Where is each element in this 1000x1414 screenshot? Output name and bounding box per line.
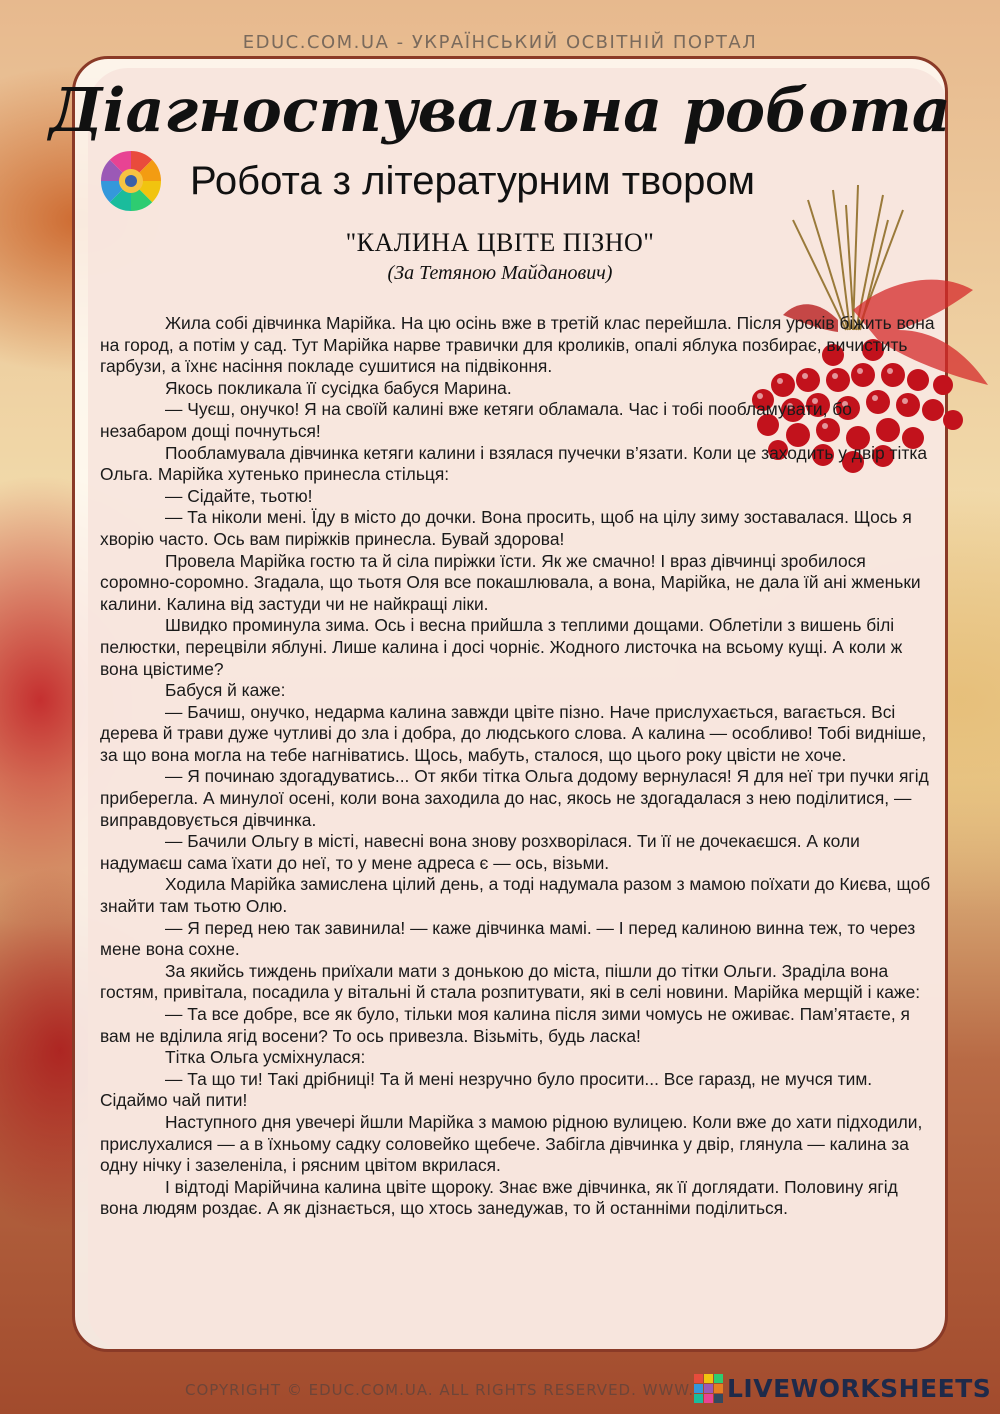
site-header-line: EDUC.COM.UA - УКРАЇНСЬКИЙ ОСВІТНІЙ ПОРТАЛ [242, 32, 758, 53]
story-paragraph: І відтоді Марійчина калина цвіте щороку. Знає вже дівчинка, як її доглядати. Половину ягід вона людям роздає. А як дізнається, що хтось занедужав, то й останніми поділиться. [100, 1176, 898, 1219]
story-paragraph: Бабуся й каже: [165, 680, 286, 701]
story-paragraph: Ходила Марійка замислена цілий день, а тоді надумала разом з мамою поїхати до Києва, щоб знайти там тьотю Олю. [100, 874, 931, 917]
story-paragraph: — Я перед нею так завинила! — каже дівчинка мамі. — І перед калиною винна теж, то через мене вона сохне. [100, 917, 916, 960]
liveworksheets-logo[interactable] [694, 1374, 991, 1403]
copyright-footer: COPYRIGHT © EDUC.COM.UA. ALL RIGHTS RESERVED. WWW. [185, 1381, 695, 1399]
story-paragraph: — Сідайте, тьотю! [165, 485, 313, 506]
story-paragraph: Тітка Ольга усміхнулася: [165, 1047, 366, 1068]
story-paragraph: — Та ніколи мені. Їду в місто до дочки. Вона просить, щоб на цілу зиму зоставалася. Щось я хворію часто. Ось вам пиріжків принесла. Бувай здорова! [100, 507, 912, 549]
story-paragraph: — Чуєш, онучко! Я на своїй калині вже кетяги обламала. Час і тобі пообламувати, бо незабаром дощі почнуться! [100, 399, 852, 441]
story-paragraph: Швидко проминула зима. Ось і весна прийшла з теплими дощами. Облетіли з вишень білі пелюстки, перецвіли яблуні. Лише калина і досі чорніє. Жодного листочка на всьому кущі. А коли ж вона цвістиме? [100, 615, 903, 679]
story-text [100, 313, 935, 1220]
liveworksheets-grid-icon [694, 1374, 723, 1403]
story-paragraph: Пообламувала дівчинка кетяги калини і взялася пучечки в’язати. Коли це заходить у двір тітка Ольга. Марійка хутенько принесла стільця: [100, 442, 928, 485]
story-paragraph: Провела Марійка гостю та й сіла пиріжки їсти. Як же смачно! І враз дівчинці зробилося соромно-соромно. Згадала, що тьотя Оля все покашлювала, а вона, Марійка, не дала їй ані жменьки калини. Калина від застуди чи не найкращі ліки. [100, 550, 921, 614]
story-paragraph: — Та все добре, все як було, тільки моя калина після зими чомусь не оживає. Пам’ятаєте, я вам не вділила ягід восени? То ось привезла. Візьміть, будь ласка! [100, 1004, 910, 1046]
story-paragraph: — Та що ти! Такі дрібниці! Та й мені незручно було просити... Все гаразд, не мучся тим. Сідаймо чай пити! [100, 1068, 873, 1111]
story-paragraph: Наступного дня увечері йшли Марійка з мамою рідною вулицею. Коли вже до хати підходили, прислухалися — а в їхньому садку соловейко щебече. Забігла дівчинка у двір, глянула — калина за одну нічку і зазеленіла, і рясним цвітом вкрилася. [100, 1111, 923, 1176]
subtitle-row [100, 150, 755, 212]
story-title: "КАЛИНА ЦВІТЕ ПІЗНО" [345, 228, 655, 257]
liveworksheets-brand: LIVEWORKSHEETS [727, 1374, 992, 1403]
page-title: Діагностувальна робота [49, 76, 951, 146]
story-paragraph: Жила собі дівчинка Марійка. На цю осінь вже в третій клас перейшла. Після уроків біжить вона на город, а потім у сад. Тут Марійка нарве травички для кроликів, опалі яблука позбирає, вичистить гарбузи, а їхнє насіння покладе сушитися на підвіконня. [100, 313, 935, 377]
story-author: (За Тетяною Майданович) [387, 262, 613, 284]
story-paragraph: — Бачили Ольгу в місті, навесні вона знову розхворілася. Ти її не дочекаєшся. А коли надумаєш сама їхати до неї, то у мене адреса є — ось, візьми. [100, 831, 860, 873]
page-subtitle: Робота з літературним твором [190, 158, 756, 203]
story-paragraph: За якийсь тиждень приїхали мати з донькою до міста, пішли до тітки Ольги. Зраділа вона гостям, привітала, посадила у вітальні й стала розпитувати, які в селі новини. Марійка мерщій і каже: [100, 960, 921, 1003]
story-paragraph: Якось покликала її сусідка бабуся Марина. [165, 377, 512, 398]
story-paragraph: — Я починаю здогадуватись... От якби тітка Ольга додому вернулася! Я для неї три пучки ягід приберегла. А минулої осені, коли вона заходила до нас, якось не здогадалася з нею поділитися, — виправдовується дівчинка. [100, 766, 929, 830]
edu-wheel-icon [100, 150, 162, 212]
story-paragraph: — Бачиш, онучко, недарма калина завжди цвіте пізно. Наче прислухається, вагається. Всі дерева й трави дуже чутливі до зла і добра, до людського слова. А калина — особливо! Тобі видніше, за що вона могла на тебе нагніватись. Щось, мабуть, сталося, що цього року цвісти не хоче. [100, 701, 927, 765]
